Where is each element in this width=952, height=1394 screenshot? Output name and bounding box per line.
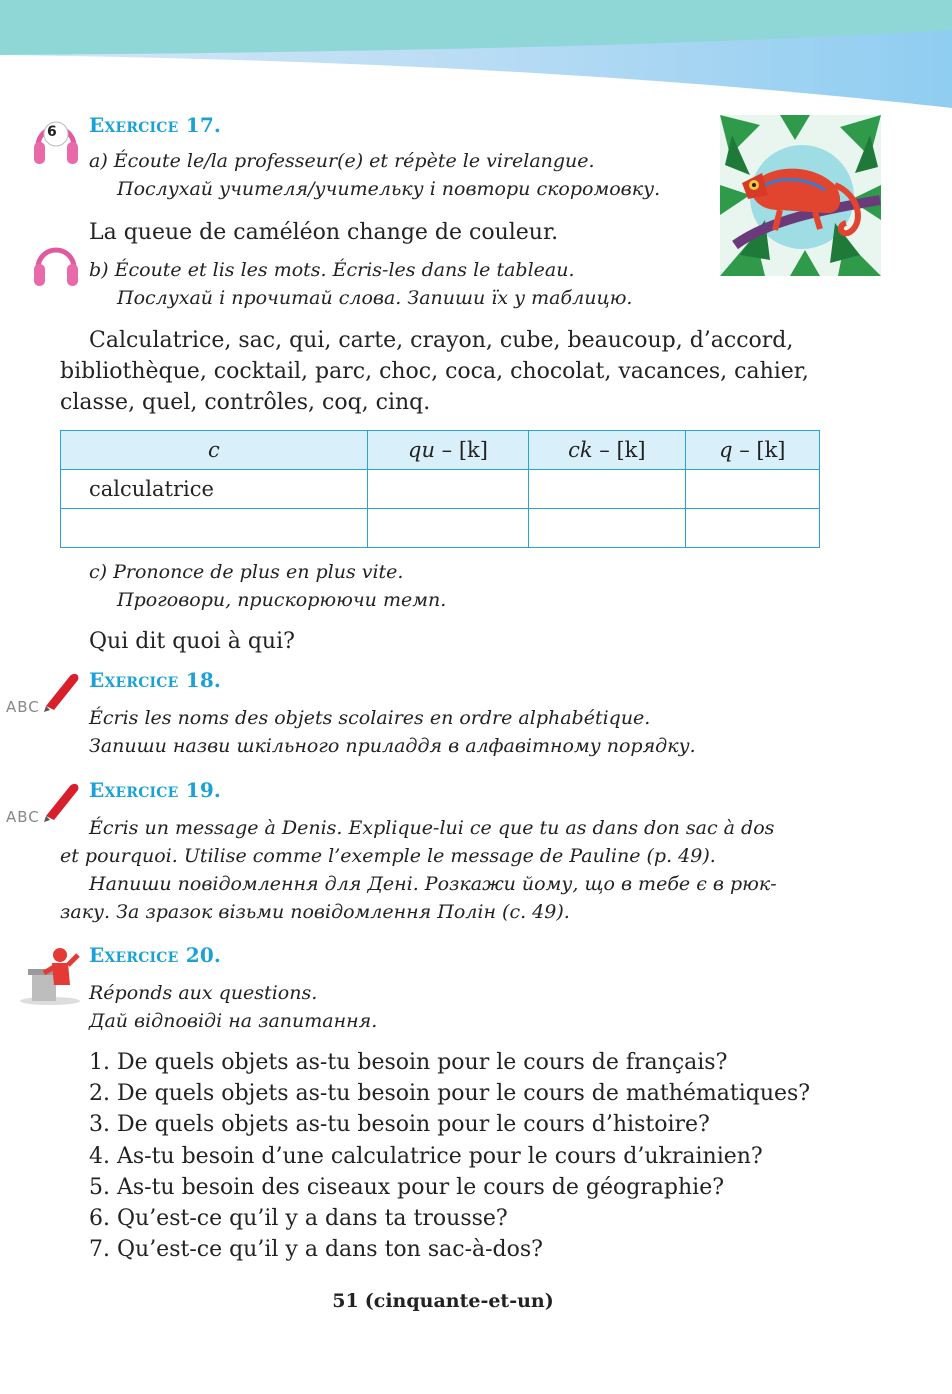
- word-list-line: classe, quel, contrôles, coq, cinq.: [60, 390, 431, 415]
- table-cell[interactable]: [367, 470, 528, 509]
- table-header-cell: q – [k]: [685, 431, 819, 470]
- ex17-b-instruction-fr: b) Écoute et lis les mots. Écris-les dans le tableau.: [89, 259, 575, 281]
- pen-icon: [40, 670, 82, 712]
- list-item: 3. De quels objets as-tu besoin pour le cours d’histoire?: [89, 1112, 710, 1138]
- question-list: [89, 1047, 810, 1265]
- word-list-line: bibliothèque, cocktail, parc, choc, coca, chocolat, vacances, cahier,: [60, 359, 809, 384]
- table-cell[interactable]: [685, 509, 819, 548]
- table-header-cell: qu – [k]: [367, 431, 528, 470]
- table-cell[interactable]: [529, 470, 685, 509]
- speaker-podium-icon: [18, 945, 82, 1007]
- exercise-20-title: Exercice 20.: [89, 943, 222, 967]
- ex17-c-instruction-fr: c) Prononce de plus en plus vite.: [89, 561, 404, 583]
- ex17-a-instruction-fr: a) Écoute le/la professeur(e) et répète le virelangue.: [89, 150, 595, 172]
- chameleon-illustration: [720, 115, 881, 276]
- headphones-icon: [32, 112, 80, 170]
- page-number: 51 (cinquante-et-un): [332, 1290, 554, 1312]
- question-text: Qui dit quoi à qui?: [89, 629, 295, 654]
- ex20-instruction-fr: Réponds aux questions.: [89, 982, 318, 1004]
- exercise-18-title: Exercice 18.: [89, 668, 222, 692]
- table-cell[interactable]: [529, 509, 685, 548]
- ex17-a-instruction-uk: Послухай учителя/учительку і повтори скоромовку.: [117, 178, 661, 200]
- table-cell[interactable]: [685, 470, 819, 509]
- ex19-instruction-fr: et pourquoi. Utilise comme l’exemple le message de Pauline (p. 49).: [60, 845, 716, 867]
- ex17-b-instruction-uk: Послухай і прочитай слова. Запиши їх у таблицю.: [117, 287, 633, 309]
- track-number: 6: [47, 124, 57, 140]
- table-row: [61, 470, 820, 509]
- list-item: 1. De quels objets as-tu besoin pour le cours de français?: [89, 1050, 728, 1075]
- table-cell[interactable]: [61, 509, 368, 548]
- table-row: [61, 509, 820, 548]
- table-header-cell: c: [61, 431, 368, 470]
- ex20-instruction-uk: Дай відповіді на запитання.: [89, 1010, 378, 1032]
- table-header-cell: ck – [k]: [529, 431, 685, 470]
- abc-label: ABC: [6, 808, 40, 826]
- ex18-instruction-uk: Запиши назви шкільного приладдя в алфавітному порядку.: [89, 735, 696, 757]
- headphones-icon: [32, 234, 80, 292]
- ex18-instruction-fr: Écris les noms des objets scolaires en ordre alphabétique.: [89, 707, 651, 729]
- sound-table: [60, 430, 820, 548]
- abc-label: ABC: [6, 698, 40, 716]
- exercise-17-title: Exercice 17.: [89, 113, 222, 137]
- table-cell[interactable]: [367, 509, 528, 548]
- list-item: 6. Qu’est-ce qu’il y a dans ta trousse?: [89, 1206, 508, 1232]
- list-item: 4. As-tu besoin d’une calculatrice pour le cours d’ukrainien?: [89, 1143, 763, 1169]
- ex19-instruction-fr: Écris un message à Denis. Explique-lui ce que tu as dans don sac à dos: [89, 817, 775, 839]
- pen-icon: [40, 780, 82, 822]
- list-item: 5. As-tu besoin des ciseaux pour le cours de géographie?: [89, 1174, 725, 1200]
- ex19-instruction-uk: Напиши повідомлення для Дені. Розкажи йому, що в тебе є в рюк-: [89, 873, 777, 895]
- exercise-19-title: Exercice 19.: [89, 778, 222, 802]
- word-list-line: Calculatrice, sac, qui, carte, crayon, cube, beaucoup, d’accord,: [89, 328, 794, 353]
- table-header-row: [61, 431, 820, 470]
- list-item: 7. Qu’est-ce qu’il y a dans ton sac-à-dos?: [89, 1237, 543, 1263]
- table-cell[interactable]: calculatrice: [61, 470, 368, 509]
- ex17-c-instruction-uk: Проговори, прискорюючи темп.: [117, 589, 447, 611]
- virelangue-text: La queue de caméléon change de couleur.: [89, 220, 559, 245]
- header-band: [0, 0, 952, 110]
- list-item: 2. De quels objets as-tu besoin pour le cours de mathématiques?: [89, 1081, 811, 1107]
- ex19-instruction-uk: заку. За зразок візьми повідомлення Полін (с. 49).: [60, 901, 570, 923]
